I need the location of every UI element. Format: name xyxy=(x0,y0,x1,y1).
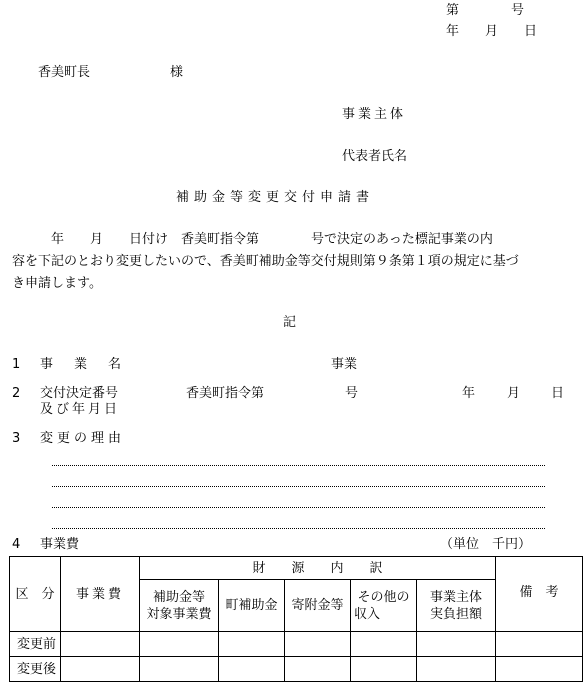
row-label-after: 変更後 xyxy=(10,657,61,682)
cell-donation[interactable] xyxy=(285,657,351,682)
taisho-header-line2: 対象事業費 xyxy=(146,606,212,622)
row-label-before: 変更前 xyxy=(10,632,61,657)
cell-burden[interactable] xyxy=(417,657,496,682)
item2-order-label: 香美町指令第 xyxy=(186,386,265,401)
item2-year-label: 年 xyxy=(462,386,476,401)
document-title: 補助金等変更交付申請書 xyxy=(176,190,375,205)
document-number: 第 号 xyxy=(446,3,525,18)
other-income-header xyxy=(351,580,417,632)
item4-unit: （単位 千円） xyxy=(440,537,532,552)
remarks-header: 備 考 xyxy=(496,557,583,632)
addressee-label: 香美町長 xyxy=(38,65,91,80)
body-line-3: き申請します。 xyxy=(12,276,102,291)
body-line-2: 容を下記のとおり変更したいので、香美町補助金等交付規則第９条第１項の規定に基づ xyxy=(12,254,519,269)
item1-value: 事業 xyxy=(331,357,358,372)
applicant-entity-label: 事業主体 xyxy=(342,107,407,122)
cell-remarks[interactable] xyxy=(496,632,583,657)
taisho-header xyxy=(140,580,219,632)
zaigen-header: 財 源 内 訳 xyxy=(140,557,496,580)
item3-number: 3 xyxy=(12,431,21,446)
item4-label: 事業費 xyxy=(40,537,80,552)
addressee-honorific: 様 xyxy=(170,65,184,80)
reason-line-2[interactable] xyxy=(52,486,545,487)
item2-label-line1: 交付決定番号 xyxy=(40,386,119,401)
taisho-header-line1: 補助金等 xyxy=(152,589,205,605)
cell-town-subsidy[interactable] xyxy=(219,632,285,657)
cell-taisho[interactable] xyxy=(140,657,219,682)
town-subsidy-header: 町補助金 xyxy=(219,580,285,632)
body-line-1: 年 月 日付け 香美町指令第 号で決定のあった標記事業の内 xyxy=(12,232,493,247)
table-row xyxy=(10,657,583,682)
ki-heading: 記 xyxy=(283,315,297,330)
applicant-representative-label: 代表者氏名 xyxy=(342,149,408,164)
item4-number: 4 xyxy=(12,537,21,552)
cell-burden[interactable] xyxy=(417,632,496,657)
reason-line-1[interactable] xyxy=(52,465,545,466)
burden-header xyxy=(417,580,496,632)
burden-header-line1: 事業主体 xyxy=(429,589,482,605)
item2-label-line2: 及び年月日 xyxy=(40,402,121,417)
other-income-header-line2: 収入 xyxy=(354,606,381,622)
jigyouhi-header: 事業費 xyxy=(61,557,140,632)
item1-number: 1 xyxy=(12,357,21,372)
item3-label: 変更の理由 xyxy=(40,431,126,446)
expense-table xyxy=(9,556,583,682)
other-income-header-line1: その他の xyxy=(357,589,410,605)
cell-other-income[interactable] xyxy=(351,632,417,657)
item2-day-label: 日 xyxy=(551,386,565,401)
cell-remarks[interactable] xyxy=(496,657,583,682)
cell-jigyouhi[interactable] xyxy=(61,657,140,682)
cell-donation[interactable] xyxy=(285,632,351,657)
cell-taisho[interactable] xyxy=(140,632,219,657)
kubun-header: 区 分 xyxy=(10,557,61,632)
item2-go-label: 号 xyxy=(345,386,359,401)
table-row xyxy=(10,632,583,657)
cell-other-income[interactable] xyxy=(351,657,417,682)
item1-label: 事業名 xyxy=(40,357,143,372)
reason-line-4[interactable] xyxy=(52,528,545,529)
cell-town-subsidy[interactable] xyxy=(219,657,285,682)
document-date: 年 月 日 xyxy=(446,24,538,39)
item2-number: 2 xyxy=(12,386,21,401)
cell-jigyouhi[interactable] xyxy=(61,632,140,657)
burden-header-line2: 実負担額 xyxy=(429,606,482,622)
reason-line-3[interactable] xyxy=(52,507,545,508)
donation-header: 寄附金等 xyxy=(285,580,351,632)
item2-month-label: 月 xyxy=(507,386,521,401)
